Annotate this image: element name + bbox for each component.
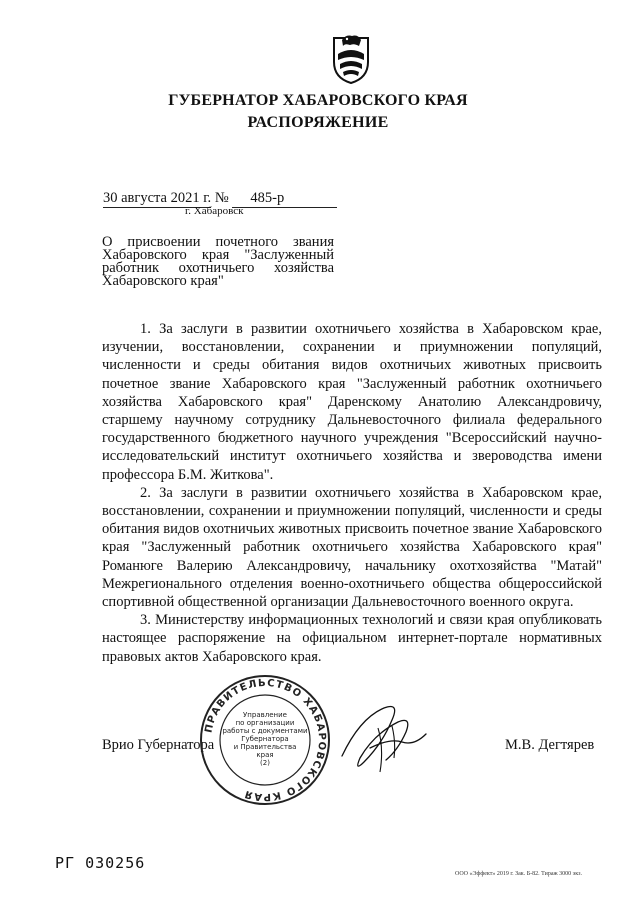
official-stamp: [198, 673, 332, 807]
stamp-line: края: [256, 751, 274, 759]
paragraph: 1. За заслуги в развитии охотничьего хозяйства в Хабаровском крае, изучении, восстановлении, сохранении и приумножении популяций, численности и среды обитания видов охотничьих животных присвоить почетное звание Хабаровского края "Заслуженный работник охотничьего хозяйства Хабаровского края" Даренскому Анатолию Александровичу, старшему научному сотруднику Дальневосточного филиала федерального государственного бюджетного научного учреждения "Всероссийский научно-исследовательский институт охотничьего хозяйства и звероводства имени профессора Б.М. Житкова".: [102, 321, 602, 483]
signer-name: М.В. Дегтярев: [505, 737, 595, 753]
stamp-line: Губернатора: [241, 735, 289, 743]
stamp-line: (2): [260, 759, 270, 767]
authority-title: ГУБЕРНАТОР ХАБАРОВСКОГО КРАЯ: [168, 92, 468, 109]
paragraph: 3. Министерству информационных технологий и связи края опубликовать настоящее распоряжение на официальном интернет-портале нормативных правовых актов Хабаровского края.: [102, 612, 602, 665]
document-body: [102, 320, 602, 666]
subject: О присвоении почетного звания Хабаровского края "Заслуженный работник охотничьего хозяйства Хабаровского края": [102, 234, 334, 289]
stamp-line: работы с документами: [222, 727, 308, 735]
stamp-line: и Правительства: [233, 743, 297, 751]
registration-number: РГ 030256: [55, 854, 146, 872]
document-number-field: [232, 190, 337, 208]
signer-position: Врио Губернатора: [102, 737, 215, 753]
document-type: РАСПОРЯЖЕНИЕ: [247, 114, 389, 131]
number-sign: №: [214, 190, 229, 206]
paragraph: 2. За заслуги в развитии охотничьего хозяйства в Хабаровском крае, восстановлении, сохранении и приумножении популяций, численности и среды обитания видов охотничьих животных присвоить почетное звание Хабаровского края "Заслуженный работник охотничьего хозяйства Хабаровского края" Романюге Валерию Александровичу, начальнику охотхозяйства "Матай" Межрегионального отделения военно-охотничьего общества общероссийской спортивной общественной организации Дальневосточного военного округа.: [102, 484, 602, 611]
handwritten-signature: [340, 698, 430, 778]
printer-info: ООО «Эффект» 2019 г. Зак. Б-82. Тираж 3000 экз.: [455, 871, 582, 877]
city: г. Хабаровск: [185, 205, 244, 217]
stamp-line: по организации: [235, 719, 295, 727]
stamp-line: Управление: [243, 711, 287, 719]
stamp-ring-text: ПРАВИТЕЛЬСТВО ХАБАРОВСКОГО КРАЯ: [203, 677, 328, 803]
coat-of-arms-icon: [330, 32, 372, 84]
document-date: 30 августа 2021 г.: [103, 190, 212, 206]
document-number: 485-р: [250, 190, 285, 206]
